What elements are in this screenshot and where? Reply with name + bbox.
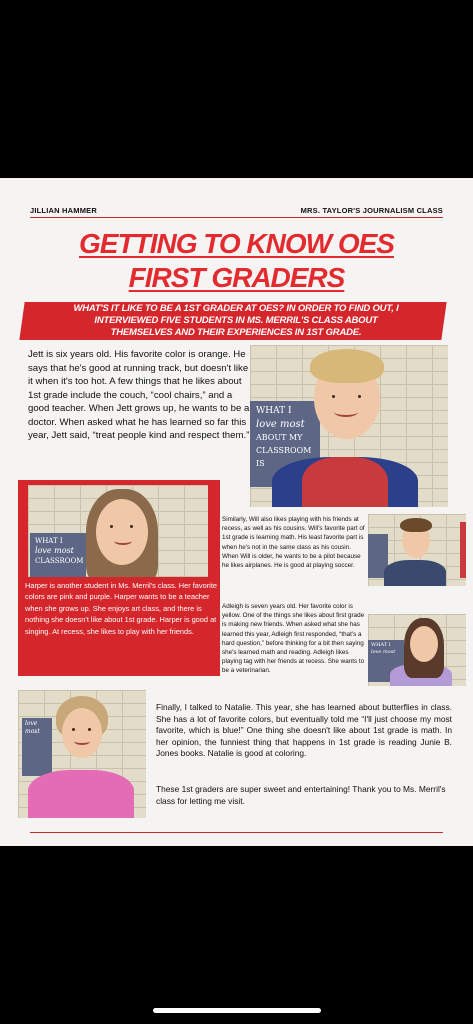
jett-eye-right [358, 395, 361, 398]
photo-jett [250, 345, 448, 507]
will-red-accent [460, 522, 466, 578]
article-natalie: Finally, I talked to Natalie. This year, she has learned about butterflies in class. She has a lot of favorite colors, but eventually told me “I'll just choose my most favorite, which is blue!” One thing she doesn't like about 1st grade is math. In her opinion, the funniest thing that happens in 1st grade is reading Junie B. Jones books. Natalie is good at coloring. [156, 702, 452, 759]
subtitle-text [30, 303, 442, 339]
will-shirt [384, 560, 446, 586]
author-name: JILLIAN HAMMER [30, 206, 97, 215]
subtitle-line-1: WHAT'S IT LIKE TO BE A 1ST GRADER AT OES? IN ORDER TO FIND OUT, I [73, 303, 399, 314]
subtitle-line-2: INTERVIEWED FIVE STUDENTS IN MS. MERRIL'S CLASS ABOUT [94, 315, 378, 326]
article-adleigh: Adleigh is seven years old. Her favorite color is yellow. One of the things she likes about first grade is making new friends. When asked what she has learned this year, Adleigh first responded, “that's a hard question,” before thinking for a bit then saying she's learned math and reading. Adleigh likes playing tag with her friends at recess. She wants to be a veterinarian. [222, 603, 365, 675]
natalie-shirt [28, 770, 134, 818]
natalie-eye-right [88, 728, 91, 731]
article-will: Similarly, Will also likes playing with his friends at recess, as well as his cousins. Will's favorite part of 1st grade is learning math. His least favorite part is when he's not in the same class as his cousin. When Will is older, he wants to be a pilot because he likes airplanes. He is good at playing soccer. [222, 516, 365, 570]
harper-sign-line-4: CLASSROOM [35, 557, 84, 565]
harper-mouth [114, 537, 132, 545]
sign-line-2: love most [256, 419, 305, 430]
harper-eye-left [110, 525, 113, 528]
sign-line-4: CLASSROOM [256, 446, 312, 455]
natalie-mouth [74, 738, 90, 745]
newspaper-page [0, 178, 473, 846]
headline-line-1: GETTING TO KNOW OES [79, 228, 394, 259]
jett-eye-left [332, 395, 335, 398]
harper-sign [30, 533, 86, 577]
subtitle-line-3: THEMSELVES AND THEIR EXPERIENCES IN 1ST GRADE. [110, 327, 362, 338]
natalie-sign [22, 718, 52, 776]
adleigh-face [410, 626, 438, 662]
home-indicator[interactable] [153, 1008, 321, 1013]
jett-shirt-stripe [302, 457, 388, 507]
natalie-sign-line-2: love most [25, 720, 40, 735]
article-harper: Harper is another student in Ms. Merril's class. Her favorite colors are pink and purple. Harper wants to be a teacher when she grows up. She enjoys art class, and there is nothing she doesn't like about 1st grade. Harper is good at singing. At recess, she likes to play with her friends. [25, 581, 217, 636]
headline-line-2: FIRST GRADERS [128, 262, 345, 293]
jett-hair [310, 349, 384, 383]
harper-eye-right [130, 525, 133, 528]
article-jett: Jett is six years old. His favorite color is orange. He says that he's good at running track, but doesn't like it when it's too hot. A few things that he likes about 1st grade include the couch, “cool chairs,” and a good teacher. When Jett grows up, he wants to be a doctor. When asked what he has learned so far this year, Jett said, “treat people kind and respect them.” [28, 349, 250, 441]
top-divider [30, 217, 443, 218]
harper-sign-line-1: WHAT I [35, 537, 63, 545]
harper-face [96, 499, 148, 565]
photo-harper [28, 485, 208, 577]
adleigh-sign-line-1: WHAT I [371, 642, 391, 648]
adleigh-sign-line-2: love most [371, 649, 396, 655]
sign-line-3: ABOUT MY [256, 433, 303, 442]
sign-line-1: WHAT I [256, 406, 292, 416]
class-name: MRS. TAYLOR'S JOURNALISM CLASS [300, 206, 443, 215]
article-closing: These 1st graders are super sweet and entertaining! Thank you to Ms. Merril's class for letting me visit. [156, 784, 446, 806]
will-hair [400, 518, 432, 532]
photo-adleigh [368, 614, 466, 686]
harper-sign-line-2: love most [35, 546, 74, 555]
jett-mouth [334, 407, 358, 417]
natalie-eye-left [72, 728, 75, 731]
natalie-face [62, 708, 102, 758]
bottom-divider [30, 832, 443, 833]
sign-line-5: IS [256, 459, 265, 468]
photo-natalie [18, 690, 146, 818]
photo-will [368, 514, 466, 586]
